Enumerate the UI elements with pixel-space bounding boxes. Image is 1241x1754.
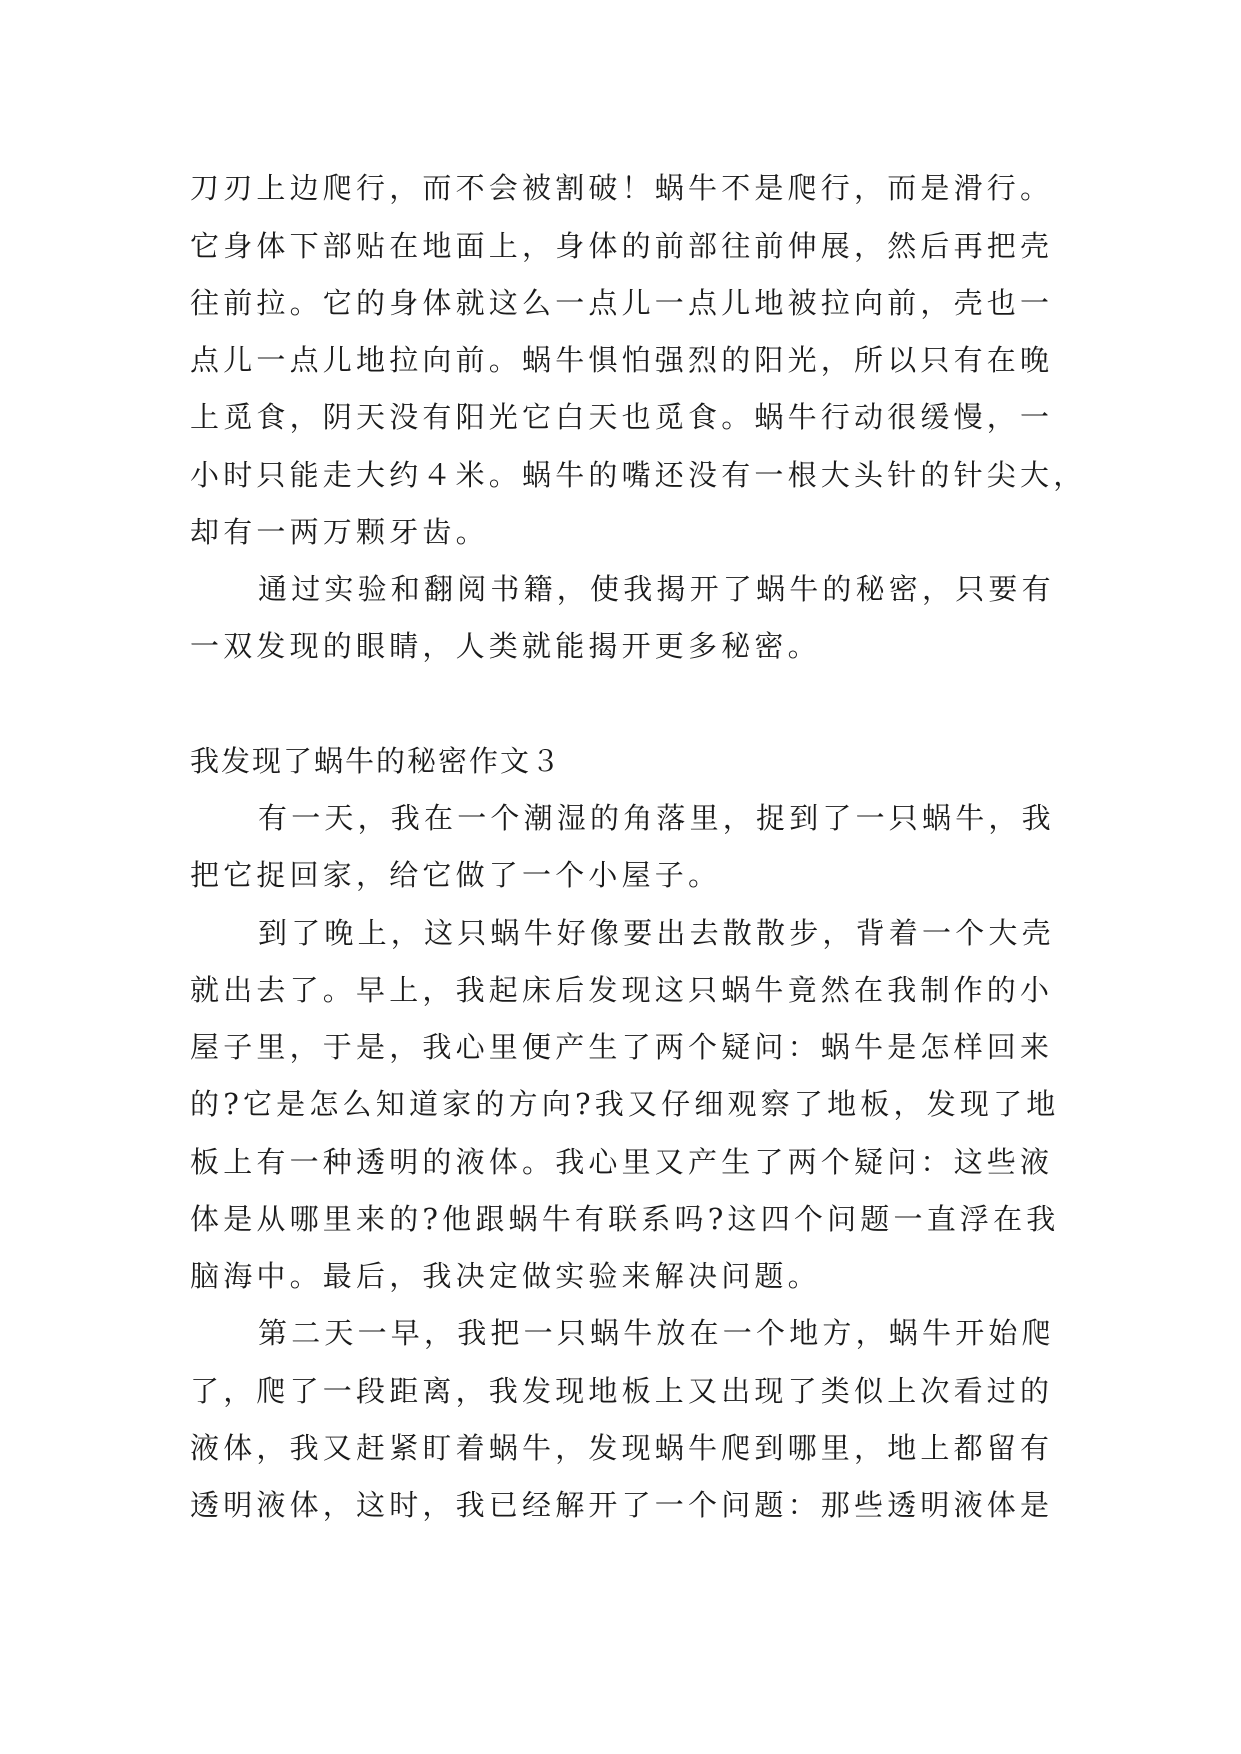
- paragraph-first-line: 有一天，我在一个潮湿的角落里，捉到了一只蜗牛，我: [258, 801, 1055, 835]
- text-line: 的?它是怎么知道家的方向?我又仔细观察了地板，发现了地: [190, 1087, 1060, 1121]
- text-line: 透明液体，这时，我已经解开了一个问题：那些透明液体是: [190, 1488, 1054, 1522]
- paragraph-first-line: 通过实验和翻阅书籍，使我揭开了蜗牛的秘密，只要有: [258, 572, 1055, 606]
- text-line: 液体，我又赶紧盯着蜗牛，发现蜗牛爬到哪里，地上都留有: [190, 1431, 1054, 1465]
- text-line: 了，爬了一段距离，我发现地板上又出现了类似上次看过的: [190, 1374, 1054, 1408]
- text-line: 把它捉回家，给它做了一个小屋子。: [190, 858, 722, 892]
- text-line: 一双发现的眼睛，人类就能揭开更多秘密。: [190, 629, 821, 663]
- text-line: 点儿一点儿地拉向前。蜗牛惧怕强烈的阳光，所以只有在晚: [190, 343, 1054, 377]
- text-line: 脑海中。最后，我决定做实验来解决问题。: [190, 1259, 821, 1293]
- text-line: 它身体下部贴在地面上，身体的前部往前伸展，然后再把壳: [190, 229, 1054, 263]
- section-heading: 我发现了蜗牛的秘密作文３: [190, 744, 563, 778]
- text-line: 却有一两万颗牙齿。: [190, 515, 489, 549]
- text-line: 屋子里，于是，我心里便产生了两个疑问：蜗牛是怎样回来: [190, 1030, 1054, 1064]
- text-line: 上觅食，阴天没有阳光它白天也觅食。蜗牛行动很缓慢，一: [190, 400, 1054, 434]
- text-line: 板上有一种透明的液体。我心里又产生了两个疑问：这些液: [190, 1145, 1054, 1179]
- paragraph-first-line: 第二天一早，我把一只蜗牛放在一个地方，蜗牛开始爬: [258, 1316, 1055, 1350]
- text-line: 小时只能走大约４米。蜗牛的嘴还没有一根大头针的针尖大，: [190, 458, 1087, 492]
- text-line: 就出去了。早上，我起床后发现这只蜗牛竟然在我制作的小: [190, 973, 1054, 1007]
- paragraph-first-line: 到了晚上，这只蜗牛好像要出去散散步，背着一个大壳: [258, 916, 1055, 950]
- text-line: 体是从哪里来的?他跟蜗牛有联系吗?这四个问题一直浮在我: [190, 1202, 1060, 1236]
- text-line: 往前拉。它的身体就这么一点儿一点儿地被拉向前，壳也一: [190, 286, 1054, 320]
- text-line: 刀刃上边爬行，而不会被割破！蜗牛不是爬行，而是滑行。: [190, 171, 1054, 205]
